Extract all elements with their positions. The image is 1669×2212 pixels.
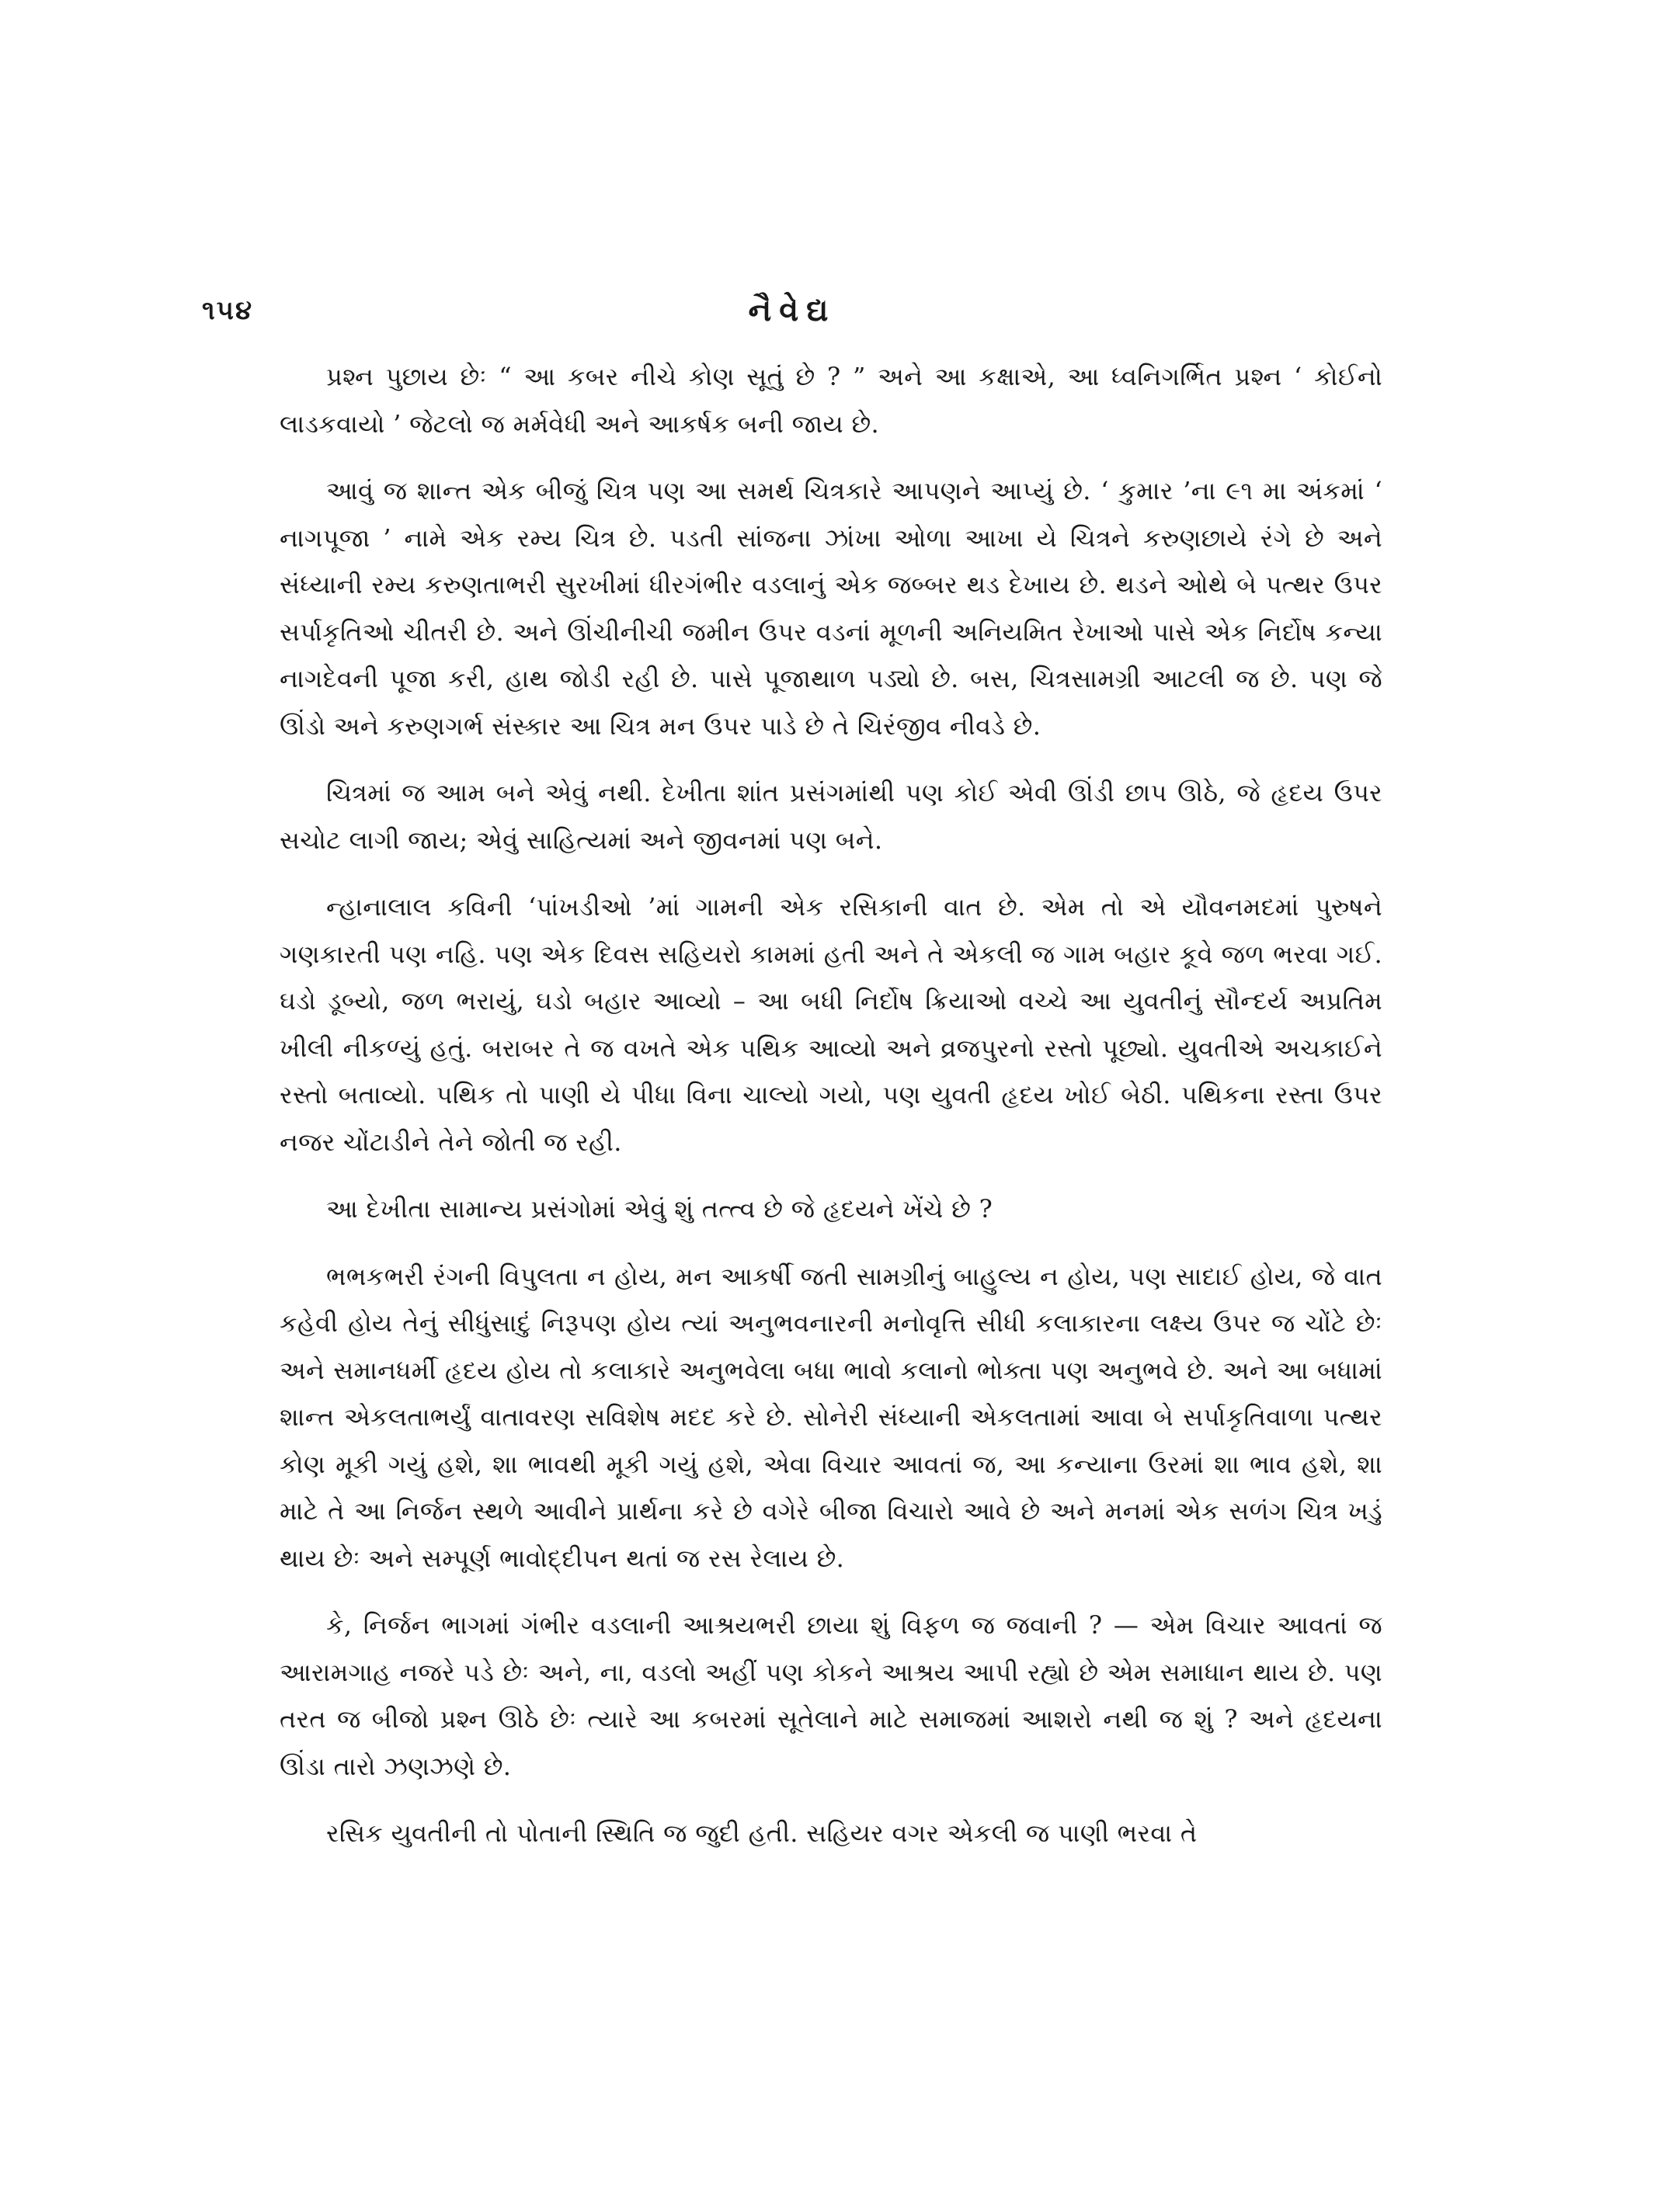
paragraph: ભભકભરી રંગની વિપુલતા ન હોય, મન આકર્ષી જતી સામગ્રીનું બાહુલ્ય ન હોય, પણ સાદાઈ હોય, જે વાત કહેવી હોય તેનું સીધુંસાદું નિરૂપણ હોય ત્યાં અનુભવનારની મનોવૃત્તિ સીધી કલાકારના લક્ષ્ય ઉપર જ ચોંટે છેઃ અને સમાનધર્મી હૃદય હોય તો કલાકારે અનુભવેલા બધા ભાવો કલાનો ભોક્તા પણ અનુભવે છે. અને આ બધામાં શાન્ત એકલતાભર્યું વાતાવરણ સવિશેષ મદદ કરે છે. સોનેરી સંધ્યાની એકલતામાં આવા બે સર્પાકૃતિવાળા પત્થર કોણ મૂકી ગયું હશે, શા ભાવથી મૂકી ગયું હશે, એવા વિચાર આવતાં જ, આ કન્યાના ઉરમાં શા ભાવ હશે, શા માટે તે આ નિર્જન સ્થળે આવીને પ્રાર્થના કરે છે વગેરે બીજા વિચારો આવે છે અને મનમાં એક સળંગ ચિત્ર ખડું થાય છેઃ અને સમ્પૂર્ણ ભાવોદ્દીપન થતાં જ રસ રેલાય છે.	[280, 1261, 1382, 1573]
paragraph: પ્રશ્ન પુછાય છેઃ “ આ કબર નીચે કોણ સૂતું છે ? ” અને આ કક્ષાએ, આ ધ્વનિગર્ભિત પ્રશ્ન ‘ કોઈનો લાડકવાયો ’ જેટલો જ મર્મવેધી અને આકર્ષક બની જાય છે.	[280, 362, 1382, 439]
paragraph: ચિત્રમાં જ આમ બને એવું નથી. દેખીતા શાંત પ્રસંગમાંથી પણ કોઈ એવી ઊંડી છાપ ઊઠે, જે હૃદય ઉપર સચોટ લાગી જાય; એવું સાહિત્યમાં અને જીવનમાં પણ બને.	[280, 778, 1382, 855]
paragraph: આ દેખીતા સામાન્ય પ્રસંગોમાં એવું શું તત્ત્વ છે જે હૃદયને ખેંચે છે ?	[326, 1194, 993, 1224]
paragraph: આવું જ શાન્ત એક બીજું ચિત્ર પણ આ સમર્થ ચિત્રકારે આપણને આપ્યું છે. ‘ કુમાર ’ના ૯૧ મા અંકમાં ‘ નાગપૂજા ’ નામે એક રમ્ય ચિત્ર છે. પડતી સાંજના ઝાંખા ઓળા આખા યે ચિત્રને કરુણછાયે રંગે છે અને સંધ્યાની રમ્ય કરુણતાભરી સુરખીમાં ધીરગંભીર વડલાનું એક જબ્બર થડ દેખાય છે. થડને ઓથે બે પત્થર ઉપર સર્પાકૃતિઓ ચીતરી છે. અને ઊંચીનીચી જમીન ઉપર વડનાં મૂળની અનિયમિત રેખાઓ પાસે એક નિર્દોષ કન્યા નાગદેવની પૂજા કરી, હાથ જોડી રહી છે. પાસે પૂજાથાળ પડ્યો છે. બસ, ચિત્રસામગ્રી આટલી જ છે. પણ જે ઊંડો અને કરુણગર્ભ સંસ્કાર આ ચિત્ર મન ઉપર પાડે છે તે ચિરંજીવ નીવડે છે.	[280, 476, 1382, 741]
page-header	[202, 292, 1382, 342]
body-text	[280, 353, 1382, 1857]
page-number: ૧૫૪	[202, 295, 254, 326]
running-title: નૈવેદ્ય	[748, 292, 836, 328]
paragraph: રસિક યુવતીની તો પોતાની સ્થિતિ જ જુદી હતી. સહિયર વગર એકલી જ પાણી ભરવા તે	[326, 1818, 1198, 1848]
paragraph: ન્હાનાલાલ કવિની ‘પાંખડીઓ ’માં ગામની એક રસિકાની વાત છે. એમ તો એ યૌવનમદમાં પુરુષને ગણકારતી પણ નહિ. પણ એક દિવસ સહિયરો કામમાં હતી અને તે એકલી જ ગામ બહાર કૂવે જળ ભરવા ગઈ. ઘડો ડૂબ્યો, જળ ભરાયું, ઘડો બહાર આવ્યો – આ બધી નિર્દોષ ક્રિયાઓ વચ્ચે આ યુવતીનું સૌન્દર્ય અપ્રતિમ ખીલી નીકળ્યું હતું. બરાબર તે જ વખતે એક પથિક આવ્યો અને વ્રજપુરનો રસ્તો પૂછ્યો. યુવતીએ અચકાઈને રસ્તો બતાવ્યો. પથિક તો પાણી યે પીધા વિના ચાલ્યો ગયો, પણ યુવતી હૃદય ખોઈ બેઠી. પથિકના રસ્તા ઉપર નજર ચોંટાડીને તેને જોતી જ રહી.	[280, 892, 1382, 1157]
paragraph: કે, નિર્જન ભાગમાં ગંભીર વડલાની આશ્રયભરી છાયા શું વિફળ જ જવાની ? — એમ વિચાર આવતાં જ આરામગાહ નજરે પડે છેઃ અને, ના, વડલો અહીં પણ કોકને આશ્રય આપી રહ્યો છે એમ સમાધાન થાય છે. પણ તરત જ બીજો પ્રશ્ન ઊઠે છેઃ ત્યારે આ કબરમાં સૂતેલાને માટે સમાજમાં આશરો નથી જ શું ? અને હૃદયના ઊંડા તારો ઝણઝણે છે.	[280, 1610, 1382, 1781]
